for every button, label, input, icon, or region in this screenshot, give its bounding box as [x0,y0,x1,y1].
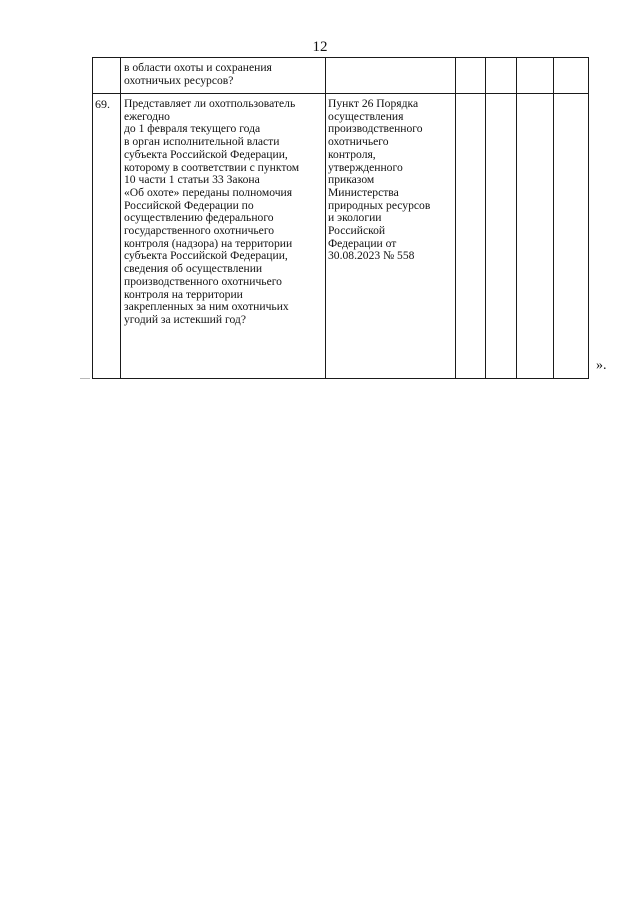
column-divider-yes [485,57,486,379]
table-top-border [92,57,589,58]
column-divider-na [553,57,554,379]
row-number: 69. [95,97,110,111]
closing-quote: ». [596,358,607,373]
question-cell: Представляет ли охотпользователь ежегодно до 1 февраля текущего года в орган исполнительной власти субъекта Российской Федерации, которому в соответствии с пунктом 10 части 1 статьи 33 Закона «Об охоте» переданы полномочия Российской Федерации по осуществлению федерального государственного охотничьего контроля (надзора) на территории субъекта Российской Федерации, сведения об осуществлении производственного охотничьего контроля на территории закрепленных за ним охотничьих угодий за истекший год? [124,97,300,326]
column-divider-question [325,57,326,379]
page-number: 12 [312,39,328,55]
table-right-border [588,57,589,379]
table-left-border [92,57,93,379]
column-divider-no [516,57,517,379]
scan-mark [80,378,90,379]
column-divider-reference [455,57,456,379]
column-divider-number [120,57,121,379]
continuation-question-cell: в области охоты и сохранения охотничьих ресурсов? [124,61,272,87]
row-divider [92,93,589,94]
legal-reference-cell: Пункт 26 Порядка осуществления производственного охотничьего контроля, утвержденного приказом Министерства природных ресурсов и экологии Российской Федерации от 30.08.2023 № 558 [328,97,431,263]
table-bottom-border [92,378,589,379]
